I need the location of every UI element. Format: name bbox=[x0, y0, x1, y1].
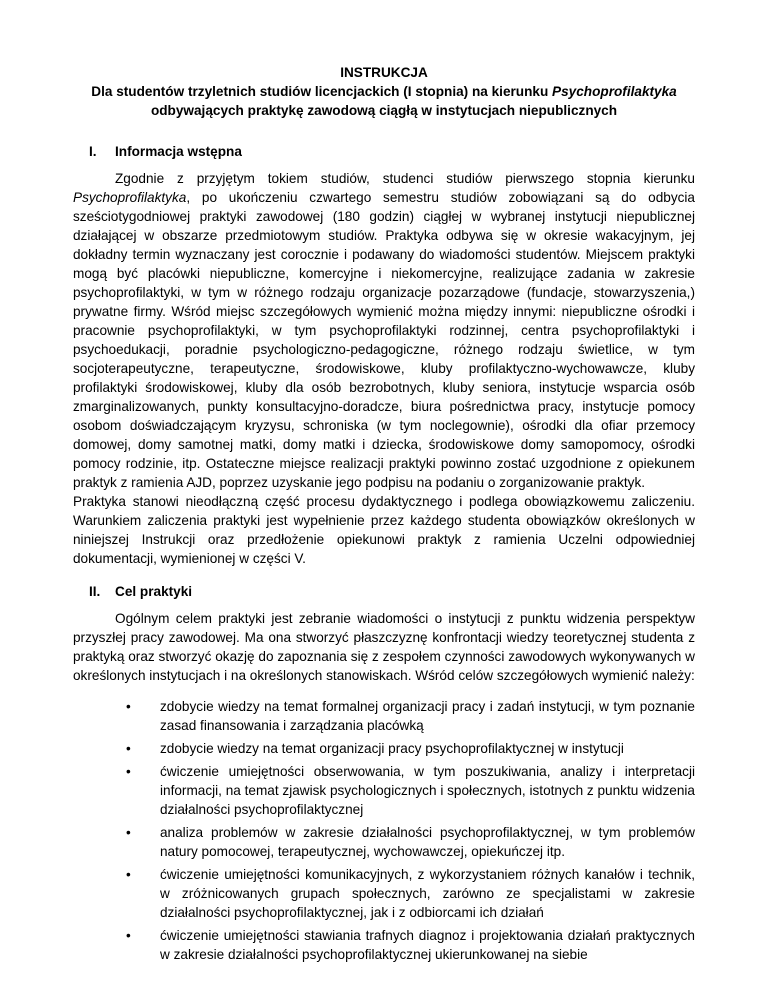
section2-paragraph-1: Ogólnym celem praktyki jest zebranie wiadomości o instytucji z punktu widzenia perspektyw przyszłej pracy zawodowej. Ma ona stworzyć płaszczyznę konfrontacji wiedzy teoretycznej studenta z praktyką oraz stworzyć okazję do zapoznania się z zespołem czynności zawodowych wykonywanych w określonych instytucjach i na określonych stanowiskach. Wśród celów szczegółowych wymienić należy: bbox=[73, 611, 695, 683]
program-name: Psychoprofilaktyka bbox=[73, 190, 187, 205]
list-item-text: ćwiczenie umiejętności obserwowania, w tym poszukiwania, analizy i interpretacji informacji, na temat zjawisk psychologicznych i społecznych, istotnych z punktu widzenia działalności psychoprofilaktycznej bbox=[160, 764, 695, 817]
paragraph-text: Zgodnie z przyjętym tokiem studiów, studenci studiów pierwszego stopnia kierunku bbox=[115, 171, 695, 186]
list-item bbox=[126, 697, 695, 735]
list-item-text: analiza problemów w zakresie działalności psychoprofilaktycznej, w tym problemów natury pomocowej, terapeutycznej, wychowawczej, opiekuńczej itp. bbox=[160, 825, 695, 859]
doc-subtitle-line2: odbywających praktykę zawodową ciągłą w instytucjach niepublicznych bbox=[150, 103, 618, 118]
section-heading-1 bbox=[73, 142, 695, 161]
section-heading-2 bbox=[73, 582, 695, 601]
list-item bbox=[126, 865, 695, 922]
list-item-text: ćwiczenie umiejętności komunikacyjnych, z wykorzystaniem różnych kanałów i technik, w zróżnicowanych grupach społecznych, zarówno ze specjalistami w zakresie działalności psychoprofilaktycznej, jak i z odbiorcami ich działań bbox=[160, 867, 695, 920]
bullet-icon: • bbox=[126, 825, 131, 840]
bullet-icon: • bbox=[126, 928, 131, 943]
bullet-icon: • bbox=[126, 764, 131, 779]
list-item bbox=[126, 823, 695, 861]
list-item bbox=[126, 762, 695, 819]
doc-subtitle-line1 bbox=[73, 82, 695, 101]
section1-paragraph-1 bbox=[73, 169, 695, 492]
goals-list bbox=[73, 697, 695, 964]
section-title: Cel praktyki bbox=[115, 584, 193, 599]
list-item-text: zdobycie wiedzy na temat formalnej organizacji pracy i zadań instytucji, w tym poznanie zasad finansowania i zarządzania placówką bbox=[160, 699, 695, 733]
list-item bbox=[126, 739, 695, 758]
section-number: II. bbox=[89, 584, 101, 599]
doc-title: INSTRUKCJA bbox=[340, 65, 428, 80]
bullet-icon: • bbox=[126, 867, 131, 882]
section-number: I. bbox=[89, 144, 97, 159]
bullet-icon: • bbox=[126, 741, 131, 756]
subtitle-program-name: Psychoprofilaktyka bbox=[552, 84, 677, 99]
list-item bbox=[126, 926, 695, 964]
bullet-icon: • bbox=[126, 699, 131, 714]
section-title: Informacja wstępna bbox=[115, 144, 242, 159]
section1-paragraph-2: Praktyka stanowi nieodłączną część procesu dydaktycznego i podlega obowiązkowemu zaliczeniu. Warunkiem zaliczenia praktyki jest wypełnienie przez każdego studenta obowiązków określonych w niniejszej Instrukcji oraz przedłożenie opiekunowi praktyk z ramienia Uczelni odpowiedniej dokumentacji, wymienionej w części V. bbox=[73, 494, 695, 566]
paragraph-text: , po ukończeniu czwartego semestru studiów zobowiązani są do odbycia sześciotygodniowej praktyki zawodowej (180 godzin) ciągłej w wybranej instytucji niepublicznej działającej w obszarze przedmiotowym studiów. Praktyka odbywa się w okresie wakacyjnym, jej dokładny termin wyznaczany jest corocznie i podawany do wiadomości studentów. Miejscem praktyki mogą być placówki niepubliczne, komercyjne i niekomercyjne, realizujące zadania w zakresie psychoprofilaktyki, w tym w różnego rodzaju organizacje pozarządowe (fundacje, stowarzyszenia,) prywatne firmy. Wśród miejsc szczegółowych wymienić można między innymi: niepubliczne ośrodki i pracownie psychoprofilaktyki, w tym psychoprofilaktyki rodzinnej, centra psychoprofilaktyki i psychoedukacji, poradnie psychologiczno-pedagogiczne, różnego rodzaju świetlice, w tym socjoterapeutyczne, terapeutyczne, środowiskowe, kluby profilaktyczno-wychowawcze, kluby profilaktyki środowiskowej, kluby dla osób bezrobotnych, kluby seniora, instytucje wsparcia osób zmarginalizowanych, punkty konsultacyjno-doradcze, biura pośrednictwa pracy, instytucje pomocy osobom doświadczającym kryzysu, schroniska (w tym noclegownie), ośrodki dla ofiar przemocy domowej, domy samotnej matki, domy matki i dziecka, środowiskowe domy samopomocy, ośrodki pomocy rodzinie, itp. Ostateczne miejsce realizacji praktyki powinno zostać uzgodnione z opiekunem praktyk z ramienia AJD, poprzez uzyskanie jego podpisu na podaniu o zorganizowanie praktyk. bbox=[73, 190, 695, 490]
list-item-text: ćwiczenie umiejętności stawiania trafnych diagnoz i projektowania działań praktycznych w zakresie działalności psychoprofilaktycznej ukierunkowanej na siebie bbox=[160, 928, 695, 962]
list-item-text: zdobycie wiedzy na temat organizacji pracy psychoprofilaktycznej w instytucji bbox=[160, 741, 624, 756]
subtitle-text: Dla studentów trzyletnich studiów licencjackich (I stopnia) na kierunku bbox=[91, 84, 553, 99]
